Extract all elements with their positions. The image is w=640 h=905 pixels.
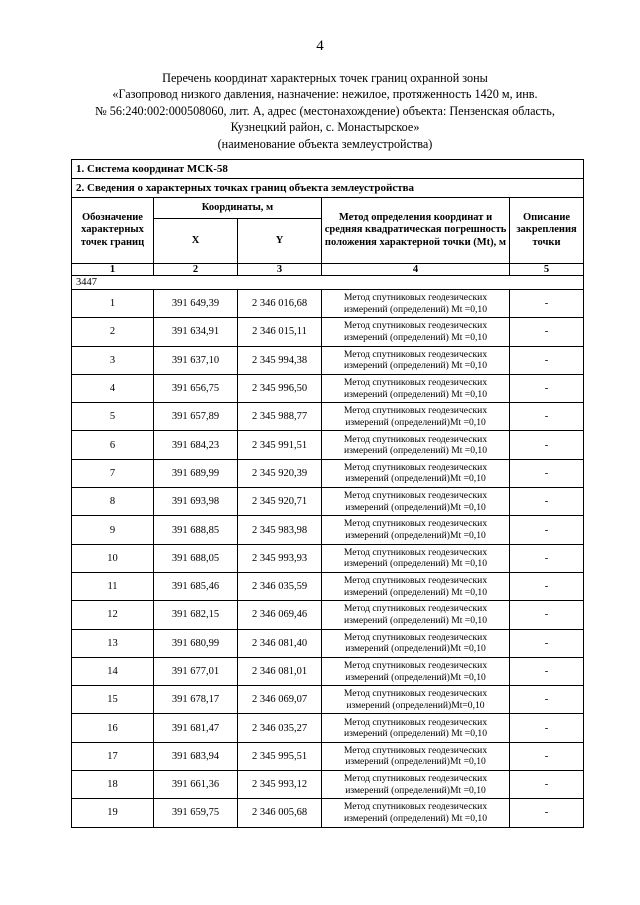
method-cell: Метод спутниковых геодезических измерений (определений)Mt =0,10 [322, 771, 510, 799]
point-number-cell: 12 [72, 601, 154, 629]
description-cell: - [510, 601, 584, 629]
x-coordinate-cell: 391 656,75 [154, 374, 238, 402]
table-row [72, 488, 584, 516]
y-coordinate-cell: 2 345 996,50 [238, 374, 322, 402]
table-row [72, 516, 584, 544]
x-coordinate-cell: 391 649,39 [154, 290, 238, 318]
y-coordinate-cell: 2 346 069,07 [238, 686, 322, 714]
description-cell: - [510, 799, 584, 827]
x-coordinate-cell: 391 693,98 [154, 488, 238, 516]
table-row [72, 544, 584, 572]
x-coordinate-cell: 391 637,10 [154, 346, 238, 374]
method-cell: Метод спутниковых геодезических измерений (определений)Mt =0,10 [322, 516, 510, 544]
x-coordinate-cell: 391 688,05 [154, 544, 238, 572]
description-cell: - [510, 742, 584, 770]
method-cell: Метод спутниковых геодезических измерений (определений)Mt =0,10 [322, 459, 510, 487]
column-number: 4 [322, 264, 510, 276]
y-coordinate-cell: 2 345 993,12 [238, 771, 322, 799]
point-number-cell: 5 [72, 403, 154, 431]
description-cell: - [510, 374, 584, 402]
method-cell: Метод спутниковых геодезических измерений (определений) Mt =0,10 [322, 346, 510, 374]
point-number-cell: 10 [72, 544, 154, 572]
table-row [72, 459, 584, 487]
y-header: Y [238, 219, 322, 264]
table-row [72, 799, 584, 827]
y-coordinate-cell: 2 346 081,40 [238, 629, 322, 657]
description-cell: - [510, 544, 584, 572]
method-cell: Метод спутниковых геодезических измерений (определений)Mt =0,10 [322, 742, 510, 770]
description-cell: - [510, 403, 584, 431]
description-cell: - [510, 346, 584, 374]
description-cell: - [510, 657, 584, 685]
description-cell: - [510, 686, 584, 714]
method-cell: Метод спутниковых геодезических измерений (определений) Mt =0,10 [322, 714, 510, 742]
point-number-cell: 13 [72, 629, 154, 657]
method-header: Метод определения координат и средняя квадратическая погрешность положения характерной точки (Mt), м [322, 198, 510, 264]
method-cell: Метод спутниковых геодезических измерений (определений)Mt =0,10 [322, 488, 510, 516]
column-number-row [72, 264, 584, 276]
table-row [72, 346, 584, 374]
points-info-heading: 2. Сведения о характерных точках границ объекта землеустройства [72, 179, 584, 198]
description-cell: - [510, 714, 584, 742]
description-cell: - [510, 516, 584, 544]
table-row [72, 657, 584, 685]
object-address-line: Кузнецкий район, с. Монастырское» [230, 120, 420, 135]
coordinates-header: Координаты, м [154, 198, 322, 219]
coordinate-system-heading: 1. Система координат МСК-58 [72, 160, 584, 179]
point-number-cell: 18 [72, 771, 154, 799]
table-row [72, 431, 584, 459]
table-row [72, 771, 584, 799]
point-number-cell: 15 [72, 686, 154, 714]
x-coordinate-cell: 391 659,75 [154, 799, 238, 827]
column-number: 3 [238, 264, 322, 276]
x-coordinate-cell: 391 688,85 [154, 516, 238, 544]
y-coordinate-cell: 2 346 035,27 [238, 714, 322, 742]
point-number-cell: 4 [72, 374, 154, 402]
column-number: 2 [154, 264, 238, 276]
section-row [72, 160, 584, 179]
table-row [72, 318, 584, 346]
method-cell: Метод спутниковых геодезических измерений (определений) Mt =0,10 [322, 290, 510, 318]
description-cell: - [510, 290, 584, 318]
method-cell: Метод спутниковых геодезических измерений (определений) Mt =0,10 [322, 431, 510, 459]
point-number-cell: 1 [72, 290, 154, 318]
object-name-line: «Газопровод низкого давления, назначение: нежилое, протяженность 1420 м, инв. [112, 87, 538, 102]
description-cell: - [510, 488, 584, 516]
point-number-cell: 3 [72, 346, 154, 374]
y-coordinate-cell: 2 345 995,51 [238, 742, 322, 770]
x-coordinate-cell: 391 682,15 [154, 601, 238, 629]
section-row [72, 179, 584, 198]
point-number-cell: 9 [72, 516, 154, 544]
object-caption: (наименование объекта землеустройства) [217, 136, 433, 151]
x-coordinate-cell: 391 657,89 [154, 403, 238, 431]
method-cell: Метод спутниковых геодезических измерений (определений)Mt=0,10 [322, 686, 510, 714]
y-coordinate-cell: 2 346 035,59 [238, 572, 322, 600]
point-number-cell: 7 [72, 459, 154, 487]
table-row [72, 290, 584, 318]
document-header [60, 70, 590, 152]
method-cell: Метод спутниковых геодезических измерений (определений) Mt =0,10 [322, 318, 510, 346]
table-row [72, 572, 584, 600]
method-cell: Метод спутниковых геодезических измерений (определений) Mt =0,10 [322, 572, 510, 600]
y-coordinate-cell: 2 345 920,39 [238, 459, 322, 487]
table-row [72, 601, 584, 629]
method-cell: Метод спутниковых геодезических измерений (определений) Mt =0,10 [322, 544, 510, 572]
coordinates-table [71, 159, 584, 828]
table-row [72, 403, 584, 431]
point-number-cell: 6 [72, 431, 154, 459]
header-row [72, 198, 584, 219]
method-cell: Метод спутниковых геодезических измерений (определений) Mt =0,10 [322, 374, 510, 402]
method-cell: Метод спутниковых геодезических измерений (определений) Mt =0,10 [322, 601, 510, 629]
point-number-cell: 14 [72, 657, 154, 685]
column-number: 5 [510, 264, 584, 276]
y-coordinate-cell: 2 346 005,68 [238, 799, 322, 827]
point-number-cell: 8 [72, 488, 154, 516]
column-number: 1 [72, 264, 154, 276]
method-cell: Метод спутниковых геодезических измерений (определений)Mt =0,10 [322, 403, 510, 431]
x-coordinate-cell: 391 683,94 [154, 742, 238, 770]
point-number-cell: 11 [72, 572, 154, 600]
y-coordinate-cell: 2 345 920,71 [238, 488, 322, 516]
description-cell: - [510, 318, 584, 346]
x-coordinate-cell: 391 678,17 [154, 686, 238, 714]
y-coordinate-cell: 2 345 983,98 [238, 516, 322, 544]
description-header: Описание закрепления точки [510, 198, 584, 264]
y-coordinate-cell: 2 346 069,46 [238, 601, 322, 629]
method-cell: Метод спутниковых геодезических измерений (определений)Mt =0,10 [322, 629, 510, 657]
point-number-cell: 17 [72, 742, 154, 770]
table-row [72, 686, 584, 714]
point-number-cell: 2 [72, 318, 154, 346]
point-number-cell: 19 [72, 799, 154, 827]
group-row [72, 276, 584, 290]
y-coordinate-cell: 2 346 081,01 [238, 657, 322, 685]
designation-header: Обозначение характерных точек границ [72, 198, 154, 264]
y-coordinate-cell: 2 346 016,68 [238, 290, 322, 318]
table-row [72, 629, 584, 657]
point-number-cell: 16 [72, 714, 154, 742]
table-row [72, 714, 584, 742]
x-coordinate-cell: 391 681,47 [154, 714, 238, 742]
y-coordinate-cell: 2 346 015,11 [238, 318, 322, 346]
x-coordinate-cell: 391 661,36 [154, 771, 238, 799]
method-cell: Метод спутниковых геодезических измерений (определений)Mt =0,10 [322, 657, 510, 685]
y-coordinate-cell: 2 345 988,77 [238, 403, 322, 431]
description-cell: - [510, 431, 584, 459]
x-header: X [154, 219, 238, 264]
x-coordinate-cell: 391 680,99 [154, 629, 238, 657]
contour-label: 3447 [72, 276, 584, 290]
x-coordinate-cell: 391 685,46 [154, 572, 238, 600]
y-coordinate-cell: 2 345 991,51 [238, 431, 322, 459]
document-title: Перечень координат характерных точек границ охранной зоны [162, 71, 488, 85]
table-row [72, 742, 584, 770]
description-cell: - [510, 771, 584, 799]
description-cell: - [510, 459, 584, 487]
y-coordinate-cell: 2 345 993,93 [238, 544, 322, 572]
description-cell: - [510, 629, 584, 657]
method-cell: Метод спутниковых геодезических измерений (определений) Mt =0,10 [322, 799, 510, 827]
x-coordinate-cell: 391 677,01 [154, 657, 238, 685]
x-coordinate-cell: 391 634,91 [154, 318, 238, 346]
page-number: 4 [316, 38, 324, 54]
y-coordinate-cell: 2 345 994,38 [238, 346, 322, 374]
table-row [72, 374, 584, 402]
description-cell: - [510, 572, 584, 600]
x-coordinate-cell: 391 689,99 [154, 459, 238, 487]
x-coordinate-cell: 391 684,23 [154, 431, 238, 459]
object-inventory-line: № 56:240:002:000508060, лит. А, адрес (местонахождение) объекта: Пензенская область, [95, 103, 555, 118]
